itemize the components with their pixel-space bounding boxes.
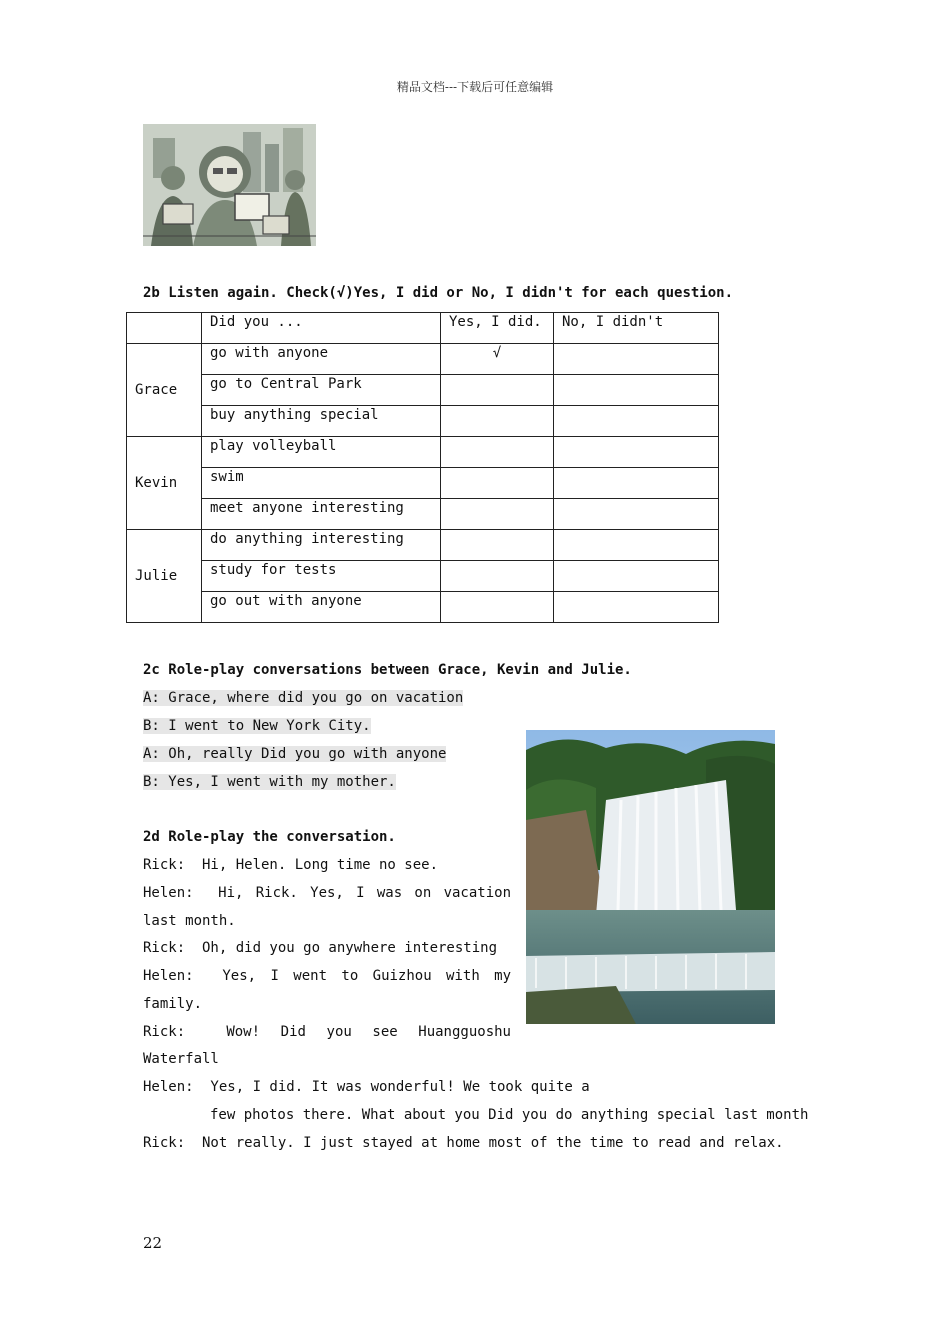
- no-cell[interactable]: [554, 437, 719, 468]
- activity-cell: go to Central Park: [202, 375, 441, 406]
- no-cell[interactable]: [554, 344, 719, 375]
- table-row: [127, 375, 719, 406]
- yes-cell[interactable]: [441, 499, 554, 530]
- yes-cell[interactable]: [441, 375, 554, 406]
- activity-cell: do anything interesting: [202, 530, 441, 561]
- dialogue-line: Rick: Wow! Did you see Huangguoshu: [143, 1024, 511, 1040]
- student-name: Grace: [127, 344, 202, 437]
- dialogue-line: Helen: Yes, I did. It was wonderful! We took quite a: [143, 1079, 590, 1095]
- activity-cell: play volleyball: [202, 437, 441, 468]
- table-row: [127, 406, 719, 437]
- yes-cell[interactable]: [441, 406, 554, 437]
- table-header-cell: No, I didn't: [554, 313, 719, 344]
- no-cell[interactable]: [554, 530, 719, 561]
- table-header-cell: Did you ...: [202, 313, 441, 344]
- no-cell[interactable]: [554, 406, 719, 437]
- dialogue-line: A: Grace, where did you go on vacation: [143, 690, 464, 706]
- waterfall-photo: [526, 730, 775, 1024]
- table-row: [127, 344, 719, 375]
- section-2d-title: 2d Role-play the conversation.: [143, 829, 396, 845]
- table-row: [127, 499, 719, 530]
- page-header: 精品文档---下载后可任意编辑: [396, 80, 554, 94]
- dialogue-line: last month.: [143, 913, 236, 929]
- dialogue-line: Rick: Not really. I just stayed at home most of the time to read and relax.: [143, 1135, 784, 1151]
- yes-cell[interactable]: [441, 592, 554, 623]
- dialogue-line: family.: [143, 996, 203, 1012]
- activity-cell: go out with anyone: [202, 592, 441, 623]
- check-table: [126, 312, 719, 623]
- cartoon-illustration: [143, 124, 316, 246]
- dialogue-line: A: Oh, really Did you go with anyone: [143, 746, 447, 762]
- no-cell[interactable]: [554, 468, 719, 499]
- table-row: [127, 437, 719, 468]
- table-row: [127, 592, 719, 623]
- yes-cell[interactable]: [441, 468, 554, 499]
- no-cell[interactable]: [554, 375, 719, 406]
- activity-cell: go with anyone: [202, 344, 441, 375]
- no-cell[interactable]: [554, 592, 719, 623]
- table-header-row: [127, 313, 719, 344]
- dialogue-line: Rick: Oh, did you go anywhere interesting: [143, 940, 498, 956]
- dialogue-line: B: I went to New York City.: [143, 718, 371, 734]
- yes-cell[interactable]: √: [441, 344, 554, 375]
- table-row: [127, 468, 719, 499]
- no-cell[interactable]: [554, 561, 719, 592]
- activity-cell: buy anything special: [202, 406, 441, 437]
- dialogue-line: Helen: Hi, Rick. Yes, I was on vacation: [143, 885, 511, 901]
- dialogue-line: Rick: Hi, Helen. Long time no see.: [143, 857, 439, 873]
- no-cell[interactable]: [554, 499, 719, 530]
- yes-cell[interactable]: [441, 530, 554, 561]
- activity-cell: swim: [202, 468, 441, 499]
- student-name: Julie: [127, 530, 202, 623]
- dialogue-line: Helen: Yes, I went to Guizhou with my: [143, 968, 511, 984]
- section-2b-title: 2b Listen again. Check(√)Yes, I did or No, I didn't for each question.: [143, 285, 734, 301]
- activity-cell: meet anyone interesting: [202, 499, 441, 530]
- table-header-cell: Yes, I did.: [441, 313, 554, 344]
- table-row: [127, 530, 719, 561]
- dialogue-line: B: Yes, I went with my mother.: [143, 774, 396, 790]
- table-header-blank: [127, 313, 202, 344]
- section-2c-title: 2c Role-play conversations between Grace, Kevin and Julie.: [143, 662, 632, 678]
- student-name: Kevin: [127, 437, 202, 530]
- yes-cell[interactable]: [441, 561, 554, 592]
- yes-cell[interactable]: [441, 437, 554, 468]
- dialogue-line: few photos there. What about you Did you do anything special last month: [210, 1107, 809, 1123]
- dialogue-line: Waterfall: [143, 1051, 219, 1067]
- table-row: [127, 561, 719, 592]
- page-number: 22: [143, 1234, 163, 1252]
- activity-cell: study for tests: [202, 561, 441, 592]
